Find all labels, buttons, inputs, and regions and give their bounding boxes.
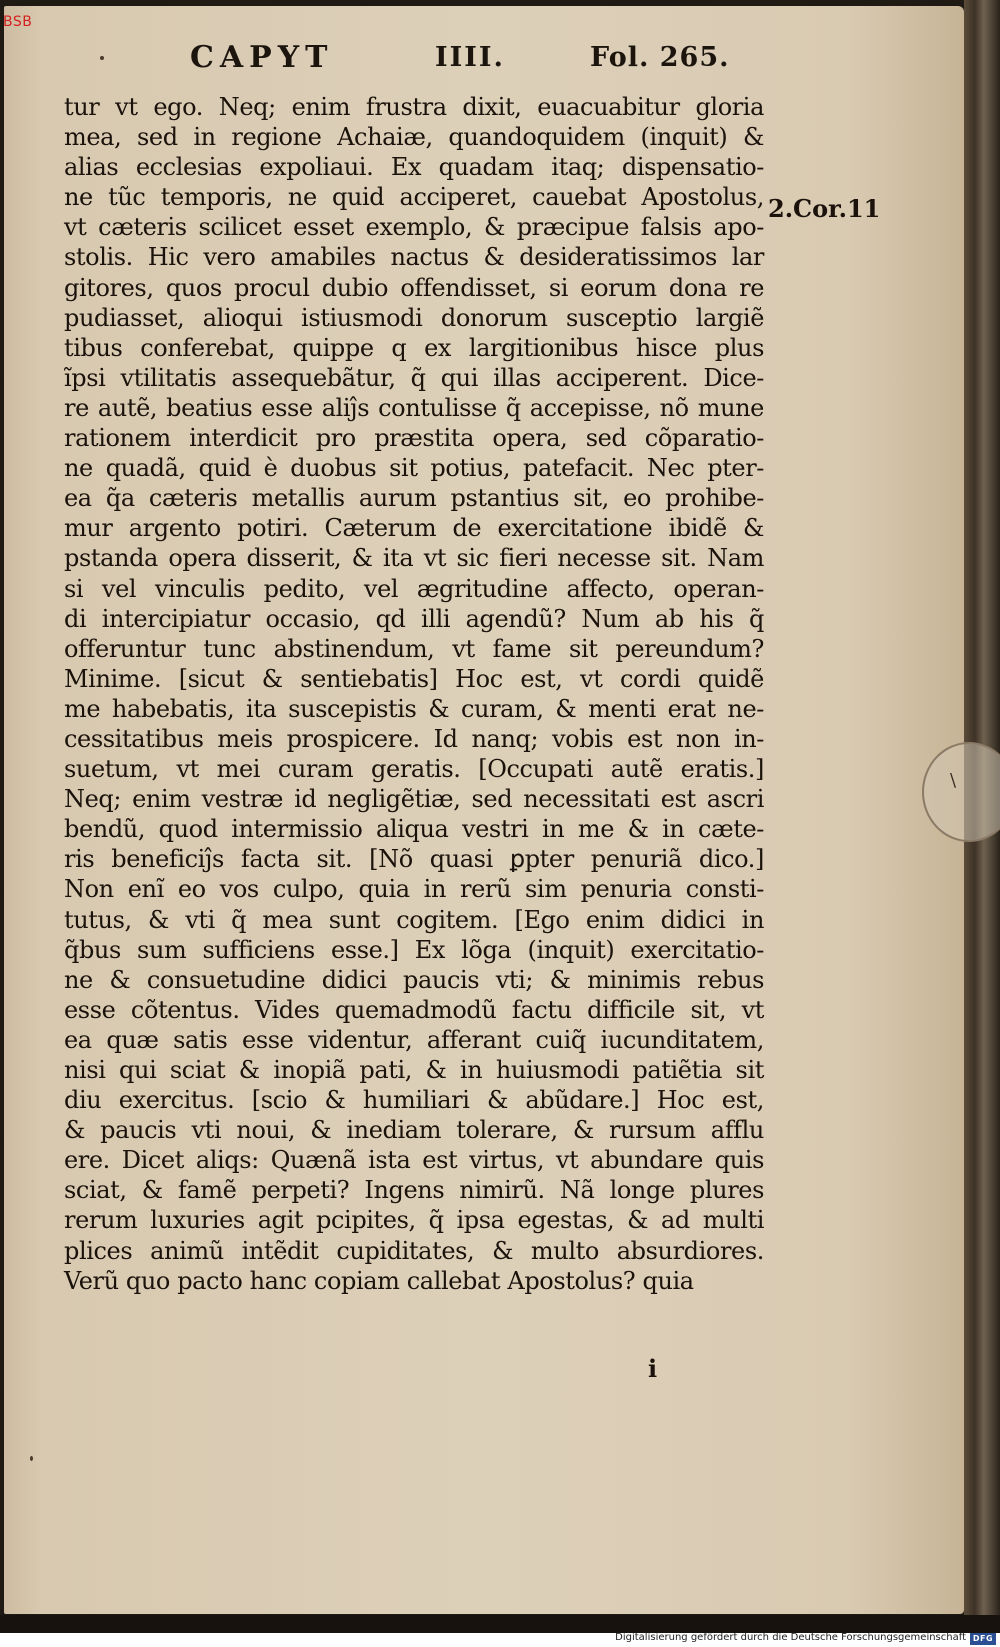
- running-head-title: CAPYT: [190, 40, 334, 75]
- text-line: mea, sed in regione Achaiæ, quandoquidem (inquit) &: [64, 123, 764, 152]
- text-line: esse cõtentus. Vides quemadmodũ factu difficile sit, vt: [64, 995, 764, 1024]
- text-line: gitores, quos procul dubio offendisset, si eorum dona re: [64, 273, 764, 302]
- text-line: pudiasset, alioqui istiusmodi donorum susceptio largiẽ: [64, 303, 764, 332]
- text-line: stolis. Hic vero amabiles nactus & desideratissimos lar: [64, 243, 764, 272]
- text-line: Non enĩ eo vos culpo, quia in rerũ sim penuria consti-: [64, 875, 764, 904]
- text-line: ĩpsi vtilitatis assequebãtur, q̃ qui illas acciperent. Dice-: [64, 363, 764, 392]
- text-line: tur vt ego. Neq; enim frustra dixit, euacuabitur gloria: [64, 93, 764, 121]
- text-line: Neq; enim vestræ id negligẽtiæ, sed necessitati est ascri: [64, 785, 764, 814]
- text-line: vt cæteris scilicet esset exemplo, & præcipue falsis apo-: [64, 213, 764, 242]
- text-line: diu exercitus. [scio & humiliari & abũdare.] Hoc est,: [64, 1086, 764, 1115]
- text-line: me habebatis, ita suscepistis & curam, & menti erat ne-: [64, 694, 764, 723]
- text-line: si vel vinculis pedito, vel ægritudine affecto, operan-: [64, 574, 764, 603]
- folio-number: Fol. 265.: [590, 42, 730, 73]
- margin-note: 2.Cor.11: [768, 194, 881, 223]
- catchword: i: [648, 1354, 658, 1383]
- text-line: plices animũ intẽdit cupiditates, & multo absurdiores.: [64, 1236, 764, 1265]
- running-head-chapter: IIII.: [435, 42, 505, 73]
- text-line: & paucis vti noui, & inediam tolerare, & rursum afflu: [64, 1116, 764, 1145]
- bottom-band: [0, 1615, 1000, 1633]
- footer-credit: Digitalisierung gefördert durch die Deutsche Forschungsgemeinschaft: [615, 1632, 966, 1643]
- text-line: ere. Dicet aliqs: Quænã ista est virtus, vt abundare quis: [64, 1146, 764, 1175]
- running-head: [190, 40, 730, 80]
- text-line: sciat, & famẽ perpeti? Ingens nimirũ. Nã longe plures: [64, 1176, 764, 1205]
- text-line: suetum, vt mei curam geratis. [Occupati autẽ eratis.]: [64, 755, 764, 784]
- body-text: [64, 92, 764, 1296]
- text-line: ne & consuetudine didici paucis vti; & minimis rebus: [64, 965, 764, 994]
- text-line: rerum luxuries agit pcipites, q̃ ipsa egestas, & ad multi: [64, 1206, 764, 1235]
- text-line: alias ecclesias expoliaui. Ex quadam itaq; dispensatio-: [64, 153, 764, 182]
- text-line: ne tũc temporis, ne quid acciperet, cauebat Apostolus,: [64, 183, 764, 212]
- text-line: cessitatibus meis prospicere. Id nanq; vobis est non in-: [64, 724, 764, 753]
- dfg-logo: DFG: [970, 1633, 996, 1645]
- text-line: di intercipiatur occasio, qd illi agendũ? Num ab his q̃: [64, 604, 764, 633]
- text-line: mur argento potiri. Cæterum de exercitatione ibidẽ &: [64, 514, 764, 543]
- text-line: ea quæ satis esse videntur, afferant cuiq̃ iucunditatem,: [64, 1025, 764, 1054]
- text-line: offeruntur tunc abstinendum, vt fame sit pereundum?: [64, 634, 764, 663]
- text-line: tutus, & vti q̃ mea sunt cogitem. [Ego enim didici in: [64, 905, 764, 934]
- text-line: ne quadã, quid è duobus sit potius, patefacit. Nec pter-: [64, 454, 764, 483]
- text-line: rationem interdicit pro præstita opera, sed cõparatio-: [64, 424, 764, 453]
- ink-spot-icon: [100, 56, 104, 60]
- text-line: nisi qui sciat & inopiã pati, & in huiusmodi patiẽtia sit: [64, 1056, 764, 1084]
- library-mark: BSB: [3, 14, 33, 30]
- text-line: Minime. [sicut & sentiebatis] Hoc est, vt cordi quidẽ: [64, 664, 764, 693]
- text-line: re autẽ, beatius esse aliĵs contulisse q̃ accepisse, nõ mune: [64, 393, 764, 422]
- text-line: pstanda opera disserit, & ita vt sic fieri necesse sit. Nam: [64, 544, 764, 573]
- text-line: bendũ, quod intermissio aliqua vestri in me & in cæte-: [64, 815, 764, 844]
- text-line: tibus conferebat, quippe q ex largitionibus hisce plus: [64, 333, 764, 362]
- ink-spot-icon: [30, 1456, 33, 1461]
- text-line: ea q̃a cæteris metallis aurum pstantius sit, eo prohibe-: [64, 484, 764, 513]
- text-line: Verũ quo pacto hanc copiam callebat Apostolus? quia: [64, 1266, 694, 1295]
- text-line: q̃bus sum sufficiens esse.] Ex lõga (inquit) exercitatio-: [64, 935, 764, 964]
- clasp-mark-icon: \: [950, 770, 957, 791]
- text-line: ris beneficiĵs facta sit. [Nõ quasi ꝑpter penuriã dico.]: [64, 845, 764, 874]
